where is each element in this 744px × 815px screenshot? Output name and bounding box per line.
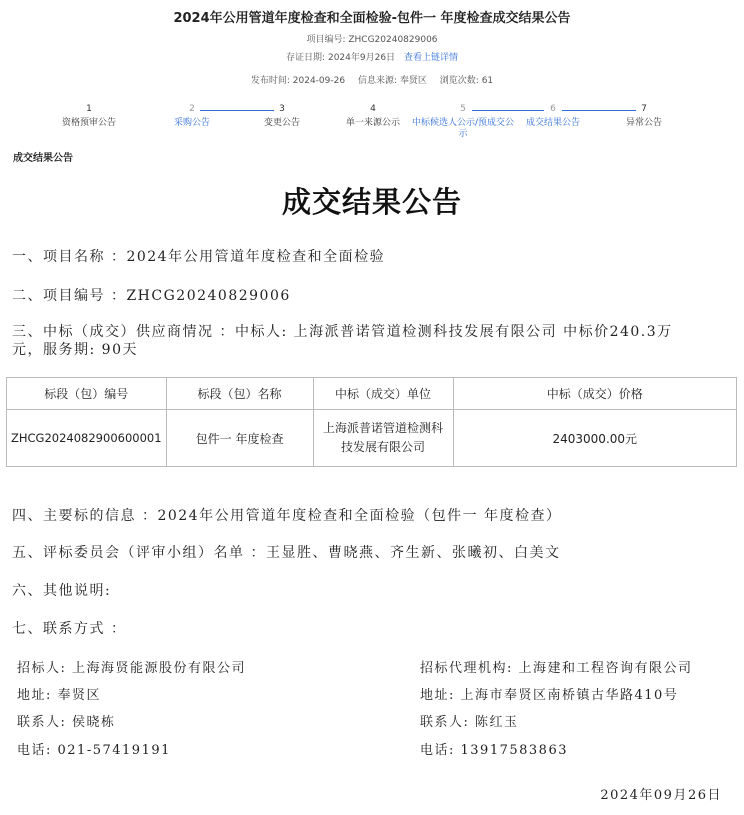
col-header-name: 标段（包）名称 xyxy=(166,378,313,410)
agency-address: 地址: 上海市奉贤区南桥镇古华路410号 xyxy=(420,688,679,703)
views-count: 61 xyxy=(481,76,494,86)
item-other-notes: 六、其他说明: xyxy=(12,583,112,599)
views-label: 浏览次数: xyxy=(439,76,479,86)
publish-info-row xyxy=(0,73,744,86)
table-header-row xyxy=(7,378,737,410)
item-project-number: 二、项目编号 ：ZHCG20240829006 xyxy=(12,288,291,304)
step-label: 成交结果公告 xyxy=(525,118,580,128)
project-number: ZHCG20240829006 xyxy=(348,35,438,45)
step-label: 单一来源公示 xyxy=(345,118,400,128)
step-label: 中标候选人公示/预成交公示 xyxy=(411,118,515,139)
item-project-name: 一、项目名称 ：2024年公用管道年度检查和全面检验 xyxy=(12,249,386,265)
breadcrumb: 成交结果公告 xyxy=(13,153,73,164)
step-1[interactable] xyxy=(39,104,139,129)
agency-phone: 电话: 13917583863 xyxy=(420,743,568,758)
publish-time: 2024-09-26 xyxy=(292,76,346,86)
step-number: 7 xyxy=(641,104,647,114)
storage-row xyxy=(0,50,744,63)
purchaser-contact: 联系人: 侯晓栋 xyxy=(17,715,116,730)
agency-name: 招标代理机构: 上海建和工程咨询有限公司 xyxy=(420,661,693,676)
publish-time-label: 发布时间: xyxy=(250,76,290,86)
cell-name: 包件一 年度检查 xyxy=(166,410,313,467)
step-label: 采购公告 xyxy=(173,118,210,128)
item-supplier-line1: 三、中标（成交）供应商情况 ：中标人: 上海派普诺管道检测科技发展有限公司 中标价240.3万 xyxy=(12,324,673,340)
item-contact: 七、联系方式 ： xyxy=(12,621,127,637)
step-label: 资格预审公告 xyxy=(61,118,116,128)
item-supplier-line2: 元，服务期: 90天 xyxy=(12,342,138,358)
project-number-label: 项目编号: xyxy=(306,35,346,45)
document-date: 2024年09月26日 xyxy=(600,788,722,803)
step-7[interactable] xyxy=(594,104,694,129)
col-header-price: 中标（成交）价格 xyxy=(453,378,736,410)
page-title: 2024年公用管道年度检查和全面检验-包件一 年度检查成交结果公告 xyxy=(173,11,571,26)
step-3[interactable] xyxy=(232,104,332,129)
source-label: 信息来源: xyxy=(357,76,397,86)
purchaser-phone: 电话: 021-57419191 xyxy=(17,743,171,758)
result-table xyxy=(6,377,737,467)
step-5[interactable] xyxy=(409,104,517,140)
document-heading: 成交结果公告 xyxy=(281,185,462,219)
project-number-row xyxy=(0,32,744,45)
process-steps xyxy=(0,104,744,148)
col-header-unit: 中标（成交）单位 xyxy=(313,378,453,410)
cell-unit xyxy=(313,410,453,467)
source-value: 奉贤区 xyxy=(399,76,427,86)
agency-contact: 联系人: 陈红玉 xyxy=(420,715,519,730)
cell-unit-line1: 上海派普诺管道检测科 xyxy=(323,421,444,435)
cell-unit-line2: 技发展有限公司 xyxy=(341,440,426,454)
step-2[interactable] xyxy=(142,104,242,129)
step-number: 6 xyxy=(550,104,556,114)
step-number: 2 xyxy=(189,104,195,114)
purchaser-name: 招标人: 上海海贤能源股份有限公司 xyxy=(17,661,247,676)
step-label: 异常公告 xyxy=(625,118,662,128)
step-label: 变更公告 xyxy=(263,118,300,128)
storage-date: 2024年9月26日 xyxy=(327,53,396,63)
step-number: 4 xyxy=(370,104,376,114)
purchaser-address: 地址: 奉贤区 xyxy=(17,688,102,703)
step-number: 5 xyxy=(460,104,466,114)
step-number: 1 xyxy=(86,104,92,114)
step-4[interactable] xyxy=(323,104,423,129)
cell-code: ZHCG2024082900600001 xyxy=(7,410,167,467)
item-main-subject: 四、主要标的信息 ：2024年公用管道年度检查和全面检验（包件一 年度检查） xyxy=(12,508,562,524)
table-row xyxy=(7,410,737,467)
cell-price: 2403000.00元 xyxy=(453,410,736,467)
storage-date-label: 存证日期: xyxy=(286,53,326,63)
chain-detail-link[interactable]: 查看上链详情 xyxy=(403,53,458,63)
item-committee: 五、评标委员会（评审小组）名单 ：王显胜、曹晓燕、齐生新、张曦初、白美文 xyxy=(12,545,561,561)
step-number: 3 xyxy=(279,104,285,114)
step-6[interactable] xyxy=(503,104,603,129)
col-header-code: 标段（包）编号 xyxy=(7,378,167,410)
